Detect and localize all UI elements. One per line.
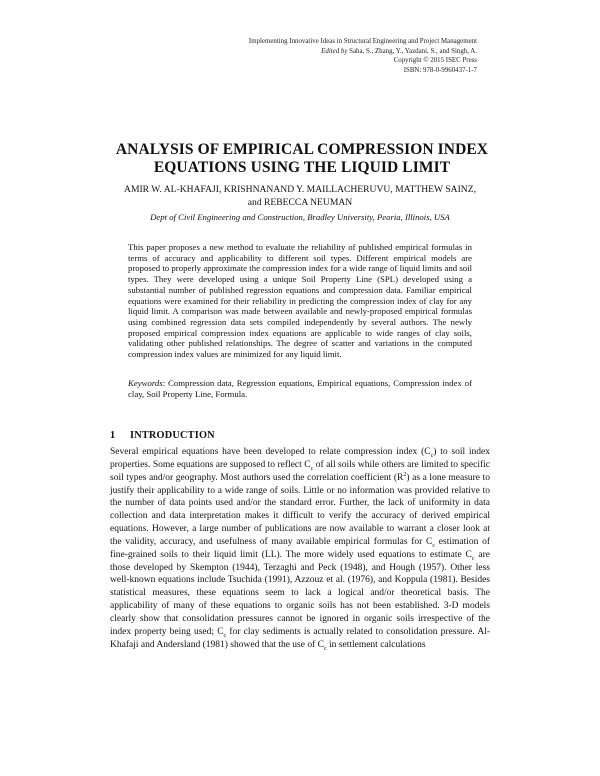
intro-text-4: ) as a lone measure to justify their applicability to a wide range of soils. Little or no information was provided relative to the number of data points used and/or the standard error. Further, the lack of uniformity in data collection and data interpretation makes it difficult to verify the accuracy of derived empirical equations. However, a large number of publications are now available to warrant a closer look at the validity, accuracy, and usefulness of many available empirical formulas for C [110,472,490,547]
intro-text-5: estimation of fine-grained soils to their liquid limit (LL). The more widely used equations to estimate C [110,536,490,560]
subscript-c: c [432,542,436,549]
copyright-line: Copyright © 2015 ISEC Press [393,57,477,65]
subscript-c: c [310,465,314,472]
introduction-body [110,446,490,652]
subscript-c: c [323,645,327,652]
intro-text-3: of all soils while others are limited to specific soil types and/or geography. Most authors used the correlation coefficient (R [110,459,490,483]
keywords [128,378,472,399]
intro-text-6: are those developed by Skempton (1944), Terzaghi and Peck (1948), and Hough (1957). Other less well-known equations include Tsuchida (1991), Azzouz et al. (1976), and Koppula (1981). Besides statistical measures, these equations seem to lack a logical and/or theoretical basis. The applicability of many of these equations to organic soils has not been established. 3-D models clearly show that consolidation pressures cannot be ignored in organic soils irrespective of the index property being used; C [110,549,490,637]
intro-text-1: Several empirical equations have been developed to relate compression index (C [110,447,431,457]
section-title: INTRODUCTION [130,430,215,441]
affiliation: Dept of Civil Engineering and Construction, Bradley University, Peoria, Illinois, USA [150,212,450,222]
keywords-label: Keywords [128,378,163,388]
section-number: 1 [110,430,116,441]
proceedings-title: Implementing Innovative Ideas in Structural Engineering and Project Management [248,38,477,45]
authors-line-2: and REBECCA NEUMAN [247,196,353,208]
intro-text-7: for clay sediments is actually related to consolidation pressure. Al-Khafaji and Andersland (1981) showed that the use of C [110,626,490,650]
subscript-c: c [471,555,475,562]
intro-text-2: ) to soil index properties. Some equations are supposed to reflect C [110,447,490,470]
title-line-2: EQUATIONS USING THE LIQUID LIMIT [153,159,451,176]
editors-names: Saha, S., Zhang, Y., Yazdani, S., and Singh, A. [349,47,477,55]
subscript-c: c [430,452,434,459]
editors-label: Edited by [321,47,348,55]
running-header [249,37,477,75]
intro-text-8: in settlement calculations [326,639,426,650]
abstract-text: This paper proposes a new method to evaluate the reliability of published empirical formulas in terms of accuracy and applicability to different soil types. Different empirical models are proposed to properly approximate the compression index for a wide range of liquid limits and soil types. They were developed using a unique Soil Property Line (SPL) developed using a substantial number of published regression equations and compression data. Familiar empirical equations were examined for their reliability in predicting the compression index of clay for any liquid limit. A comparison was made between available and newly-proposed empirical formulas using combined regression data sets compiled independently by several authors. The newly proposed empirical compression index equations are applicable to wide ranges of clay soils, validating other published relationships. The degree of scatter and variations in the computed compression index values are minimized for any liquid limit. [128,242,472,360]
paper-title [100,141,504,177]
editors-line [249,47,477,57]
author-list [95,184,505,209]
abstract [128,242,472,360]
authors-line-1: AMIR W. AL-KHAFAJI, KRISHNANAND Y. MAILLACHERUVU, MATTHEW SAINZ, [124,184,476,195]
subscript-c: c [223,632,227,639]
section-heading [110,430,215,441]
title-line-1: ANALYSIS OF EMPIRICAL COMPRESSION INDEX [115,141,489,158]
keywords-text: : Compression data, Regression equations, Empirical equations, Compression index of clay, Soil Property Line, Formula. [128,378,472,399]
introduction-paragraph [110,446,490,652]
superscript-2: 2 [403,471,407,478]
isbn-line: ISBN: 978-0-9960437-1-7 [403,66,477,74]
